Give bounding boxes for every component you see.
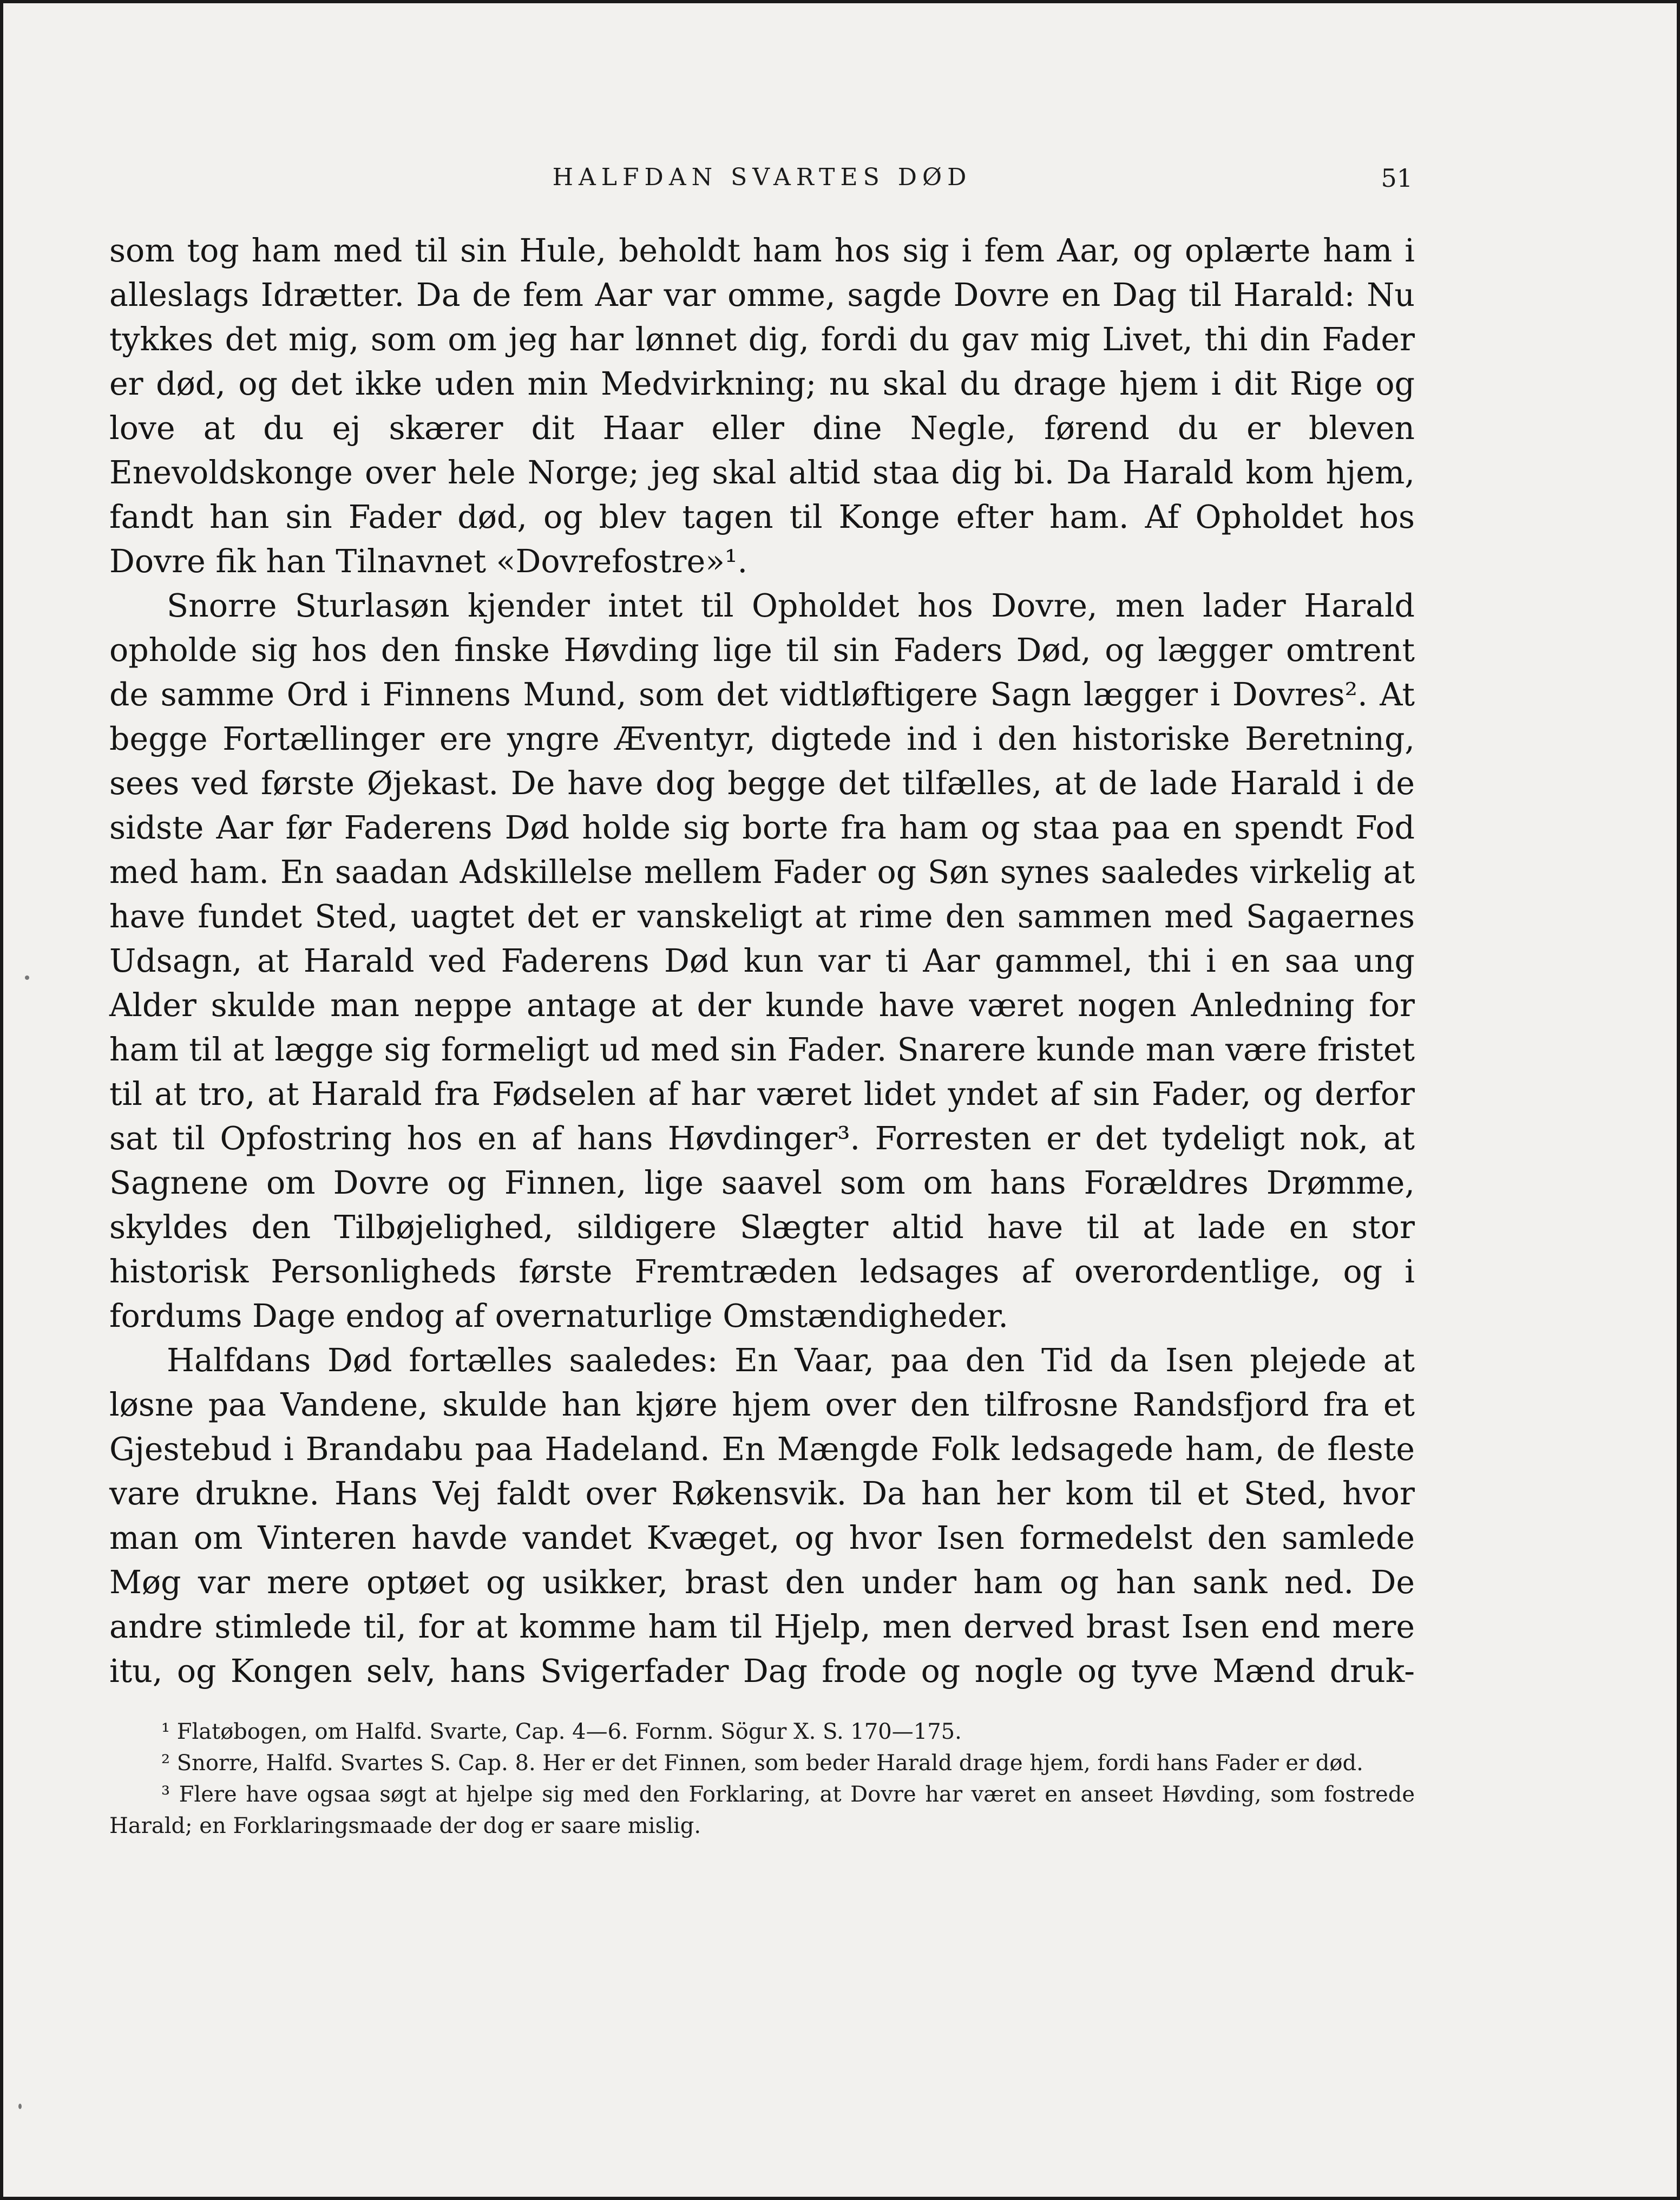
paragraph-snorre: Snorre Sturlasøn kjender intet til Opholdet hos Dovre, men lader Harald opholde sig hos den finske Høvding lige til sin Faders Død, og lægger omtrent de samme Ord i Finnens Mund, som det vidtløftigere Sagn lægger i Dovres². At begge Fortællinger ere yngre Æventyr, digtede ind i den historiske Beretning, sees ved første Øjekast. De have dog begge det tilfælles, at de lade Harald i de sidste Aar før Faderens Død holde sig borte fra ham og staa paa en spendt Fod med ham. En saadan Adskillelse mellem Fader og Søn synes saaledes virkelig at have fundet Sted, uagtet det er vanskeligt at rime den sammen med Sagaernes Udsagn, at Harald ved Faderens Død kun var ti Aar gammel, thi i en saa ung Alder skulde man neppe antage at der kunde have været nogen Anledning for ham til at lægge sig formeligt ud med sin Fader. Snarere kunde man være fristet til at tro, at Harald fra Fødselen af har været lidet yndet af sin Fader, og derfor sat til Opfostring hos en af hans Høvdinger³. Forresten er det tydeligt nok, at Sagnene om Dovre og Finnen, lige saavel som om hans Forældres Drømme, skyldes den Tilbøjelighed, sildigere Slægter altid have til at lade en stor historisk Personligheds første Fremtræden ledsages af overordentlige, og i fordums Dage endog af overnaturlige Omstændigheder. [109,587,1415,1334]
footnote-2: ² Snorre, Halfd. Svartes S. Cap. 8. Her er det Finnen, som beder Harald drage hjem, fordi hans Fader er død. [161,1751,1363,1776]
footnotes [109,1716,1415,1842]
running-head: HALFDAN SVARTES DØD [552,163,972,191]
body-text [109,228,1415,1693]
scan-speck [25,975,29,980]
footnote-3: ³ Flere have ogsaa søgt at hjelpe sig med den Forklaring, at Dovre har været en anseet Høvding, som fostrede Harald; en Forklaringsmaade der dog er saare mislig. [109,1782,1415,1838]
page-number: 51 [1381,163,1413,193]
page-header [111,163,1413,207]
page [3,3,1677,2197]
paragraph-halfdans-death: Halfdans Død fortælles saaledes: En Vaar, paa den Tid da Isen plejede at løsne paa Vandene, skulde han kjøre hjem over den tilfrosne Randsfjord fra et Gjestebud i Brandabu paa Hadeland. En Mængde Folk ledsagede ham, de fleste vare drukne. Hans Vej faldt over Røkensvik. Da han her kom til et Sted, hvor man om Vinteren havde vandet Kvæget, og hvor Isen formedelst den samlede Møg var mere optøet og usikker, brast den under ham og han sank ned. De andre stimlede til, for at komme ham til Hjelp, men derved brast Isen end mere itu, og Kongen selv, hans Svigerfader Dag frode og nogle og tyve Mænd druk- [109,1342,1415,1690]
scan-speck [18,2104,22,2109]
paragraph-continued: som tog ham med til sin Hule, beholdt ham hos sig i fem Aar, og oplærte ham i alleslags Idrætter. Da de fem Aar var omme, sagde Dovre en Dag til Harald: Nu tykkes det mig, som om jeg har lønnet dig, fordi du gav mig Livet, thi din Fader er død, og det ikke uden min Medvirkning; nu skal du drage hjem i dit Rige og love at du ej skærer dit Haar eller dine Negle, førend du er bleven Enevoldskonge over hele Norge; jeg skal altid staa dig bi. Da Harald kom hjem, fandt han sin Fader død, og blev tagen til Konge efter ham. Af Opholdet hos Dovre fik han Tilnavnet «Dovrefostre»¹. [109,232,1415,580]
footnote-1: ¹ Flatøbogen, om Halfd. Svarte, Cap. 4—6. Fornm. Sögur X. S. 170—175. [161,1719,962,1744]
